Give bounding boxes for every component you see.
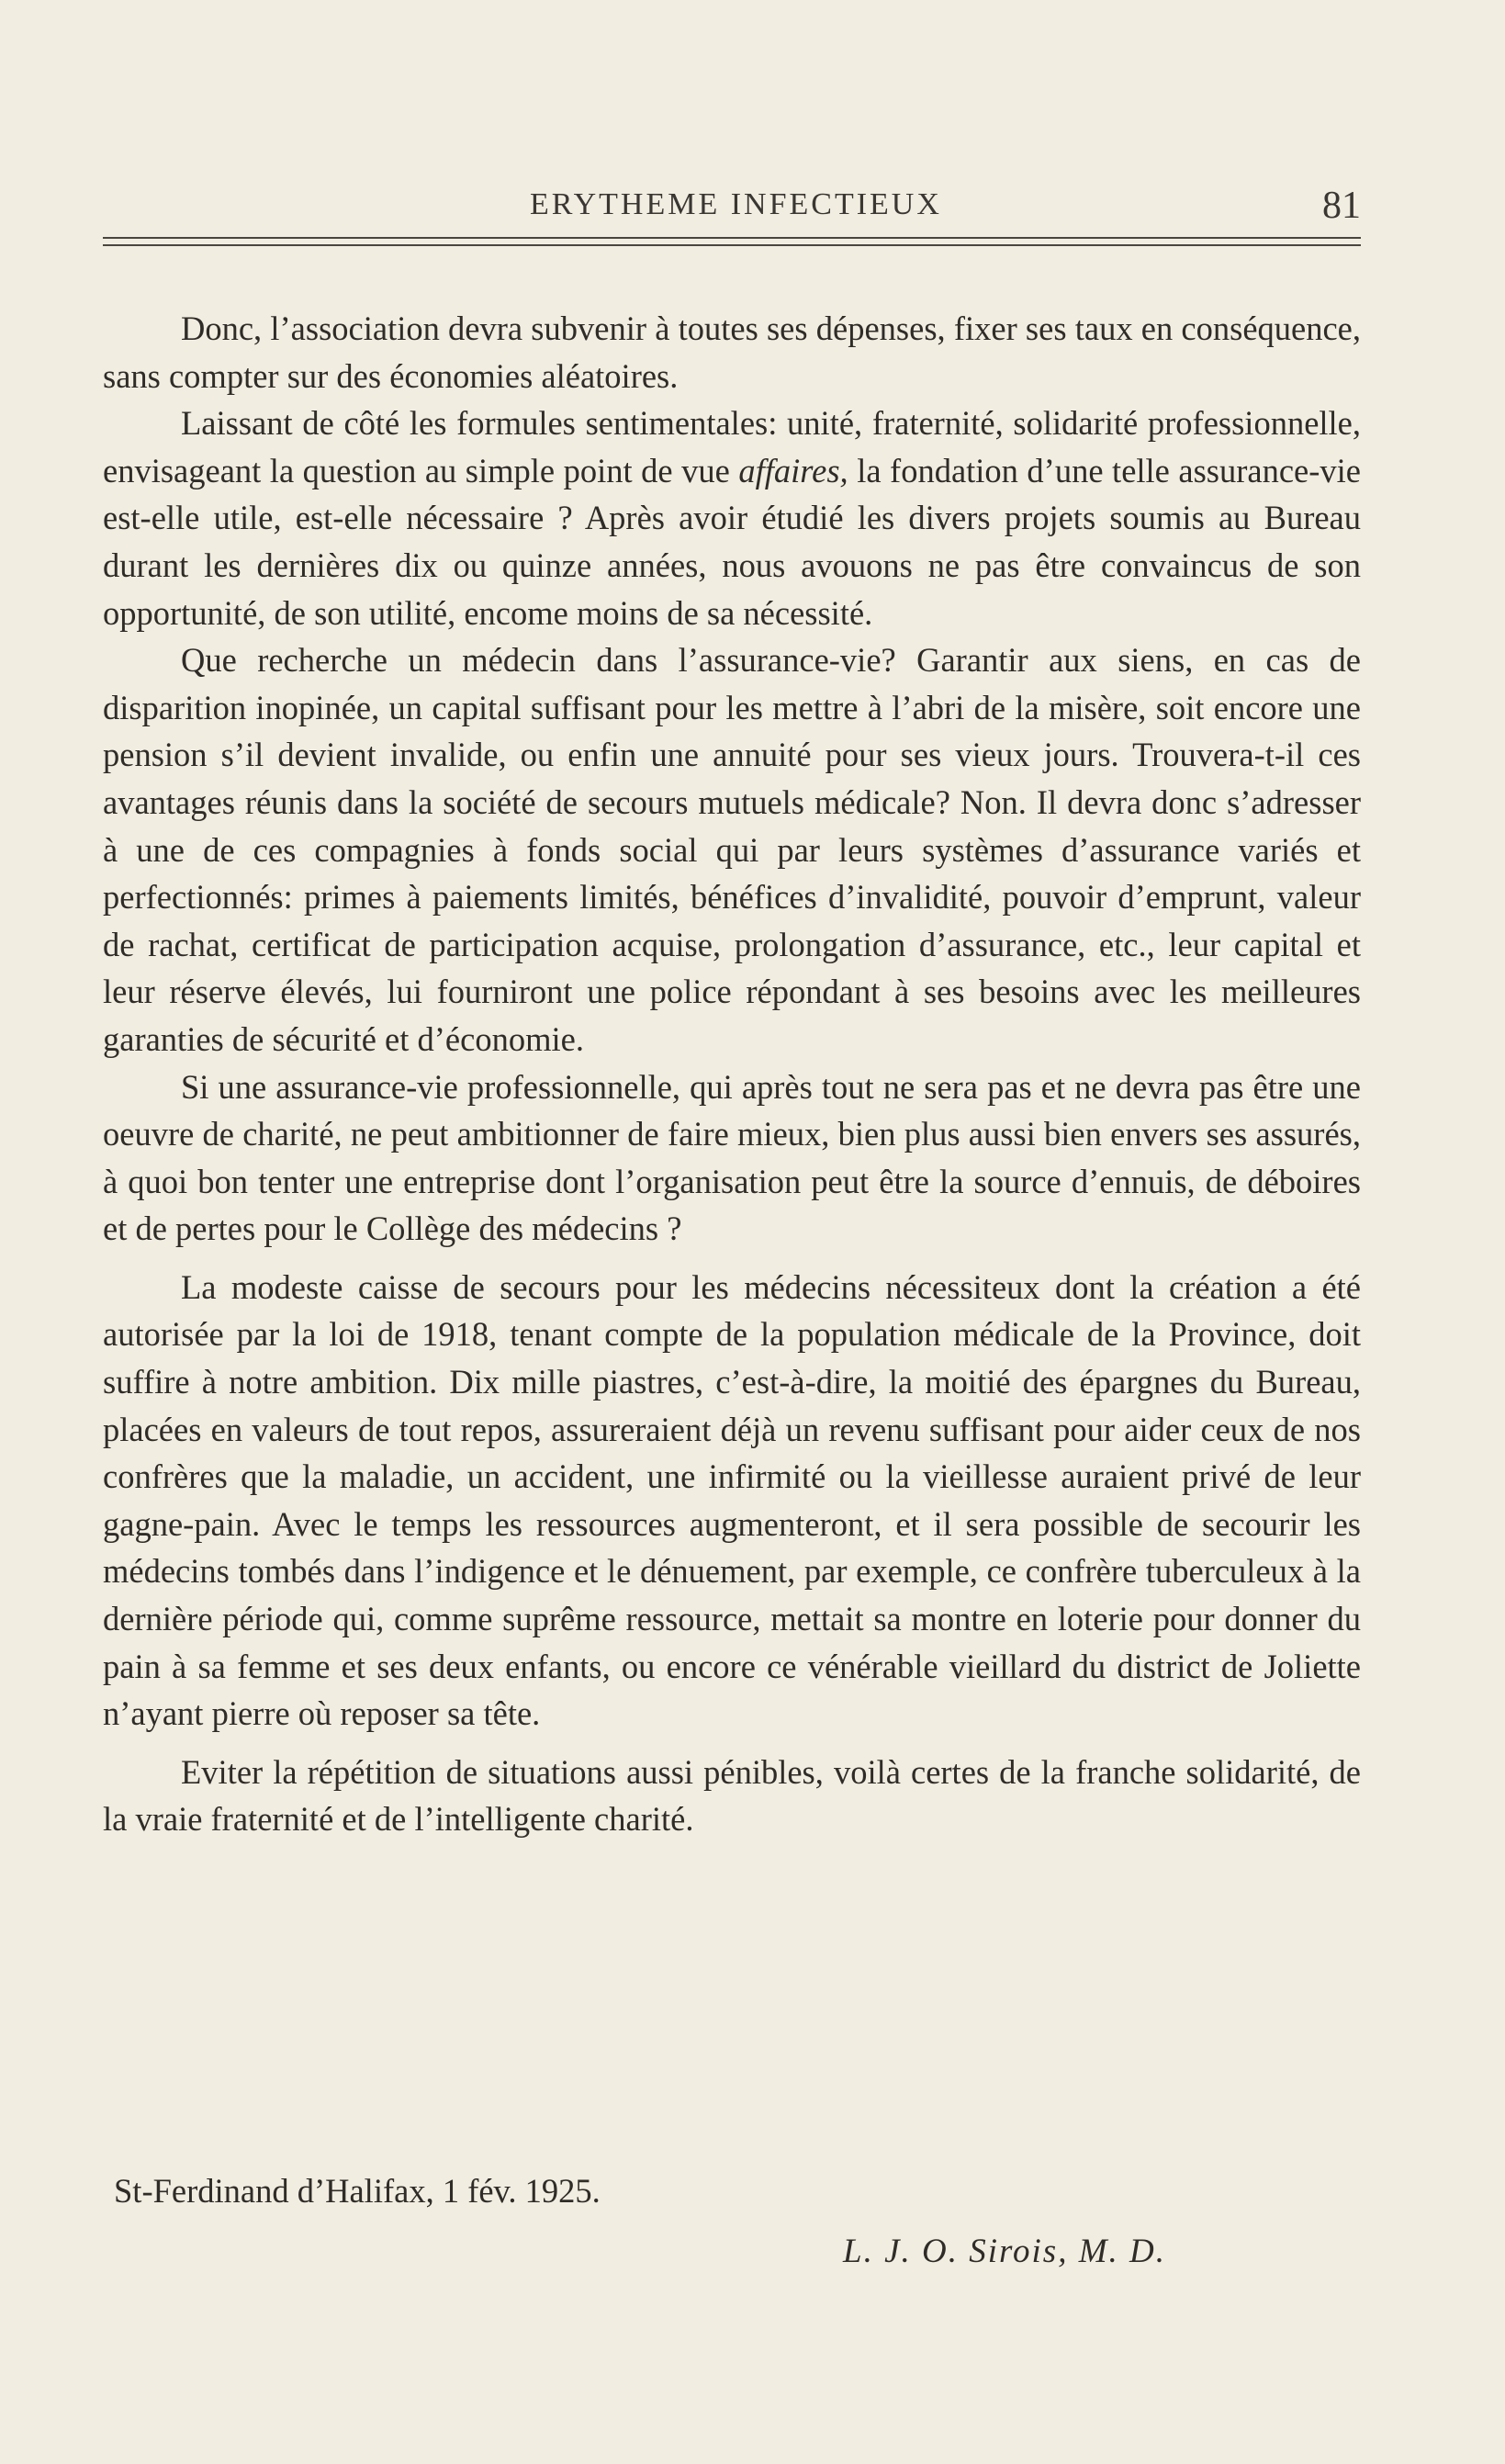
book-page [103, 0, 1361, 2464]
paragraph-2-italic: affaires, [738, 451, 848, 489]
paragraph-2-start: Laissant de côté les formules sentimentales: unité, fraternité, solidarité professionnelle, envisageant la question au simple point de vue [103, 404, 1361, 489]
author-signature: L. J. O. Sirois, M. D. [843, 2233, 1166, 2270]
header-rule-top [103, 237, 1361, 239]
paragraph-4: Si une assurance-vie professionnelle, qui après tout ne sera pas et ne devra pas être une oeuvre de charité, ne peut ambitionner de faire mieux, bien plus aussi bien envers ses assurés, à quoi bon tenter une entreprise dont l’organisation peut être la source d’ennuis, de déboires et de pertes pour le Collège des médecins ? [103, 1067, 1361, 1248]
paragraph-6: Eviter la répétition de situations aussi pénibles, voilà certes de la franche solidarité, de la vraie fraternité et de l’intelligente charité. [103, 1752, 1361, 1839]
header-rule-bottom [103, 244, 1361, 246]
paragraph-2-end: la fondation d’une telle assurance-vie est-elle utile, est-elle nécessaire ? Après avoir étudié les divers projets soumis au Bureau durant les dernières dix ou quinze années, nous avouons ne pas être convaincus de son opportunité, de son utilité, encome moins de sa nécessité. [103, 451, 1361, 632]
paragraph-2 [103, 399, 1361, 636]
running-head [103, 184, 1361, 239]
article-body [103, 305, 1361, 1843]
paragraph-3: Que recherche un médecin dans l’assurance-vie? Garantir aux siens, en cas de disparition inopinée, un capital suffisant pour les mettre à l’abri de la misère, soit encore une pension s’il devient invalide, ou enfin une annuité pour ses vieux jours. Trouvera-t-il ces avantages réunis dans la société de secours mutuels médicale? Non. Il devra donc s’adresser à une de ces compagnies à fonds social qui par leurs systèmes d’assurance variés et perfectionnés: primes à paiements limités, bénéfices d’invalidité, pouvoir d’emprunt, valeur de rachat, certificat de participation acquise, prolongation d’assurance, etc., leur capital et leur réserve élevés, lui fourniront une police répondant à ses besoins avec les meilleures garanties de sécurité et d’économie. [103, 641, 1361, 1058]
place-date: St-Ferdinand d’Halifax, 1 fév. 1925. [114, 2172, 601, 2210]
paragraph-1: Donc, l’association devra subvenir à toutes ses dépenses, fixer ses taux en conséquence, sans compter sur des économies aléatoires. [103, 309, 1361, 395]
running-title: ERYTHEME INFECTIEUX [530, 187, 942, 221]
page-number: 81 [1322, 185, 1361, 227]
paragraph-5: La modeste caisse de secours pour les médecins nécessiteux dont la création a été autorisée par la loi de 1918, tenant compte de la population médicale de la Province, doit suffire à notre ambition. Dix mille piastres, c’est-à-dire, la moitié des épargnes du Bureau, placées en valeurs de tout repos, assureraient déjà un revenu suffisant pour aider ceux de nos confrères que la maladie, un accident, une infirmité ou la vieillesse auraient privé de leur gagne-pain. Avec le temps les ressources augmenteront, et il sera possible de secourir les médecins tombés dans l’indigence et le dénuement, par exemple, ce confrère tuberculeux à la dernière période qui, comme suprême ressource, mettait sa montre en loterie pour donner du pain à sa femme et ses deux enfants, ou encore ce vénérable vieillard du district de Joliette n’ayant pierre où reposer sa tête. [103, 1267, 1361, 1733]
